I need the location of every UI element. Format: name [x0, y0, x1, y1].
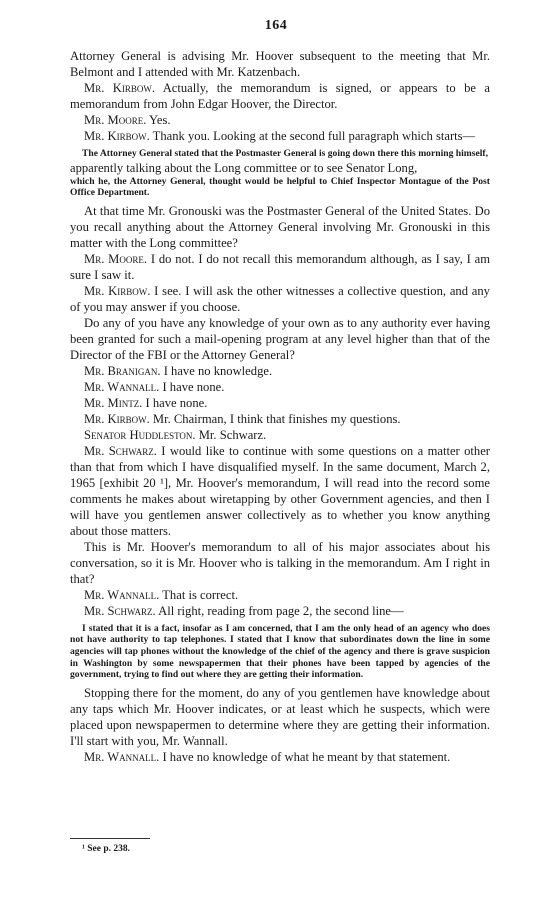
transcript-body: [70, 48, 490, 765]
paragraph: Mr. Wannall. I have no knowledge of what he meant by that statement.: [84, 749, 451, 764]
speaker-label: Mr. Branigan.: [84, 363, 161, 378]
quoted-passage: which he, the Attorney General, thought would be helpful to Chief Inspector Montague of the Post Office Department.: [70, 175, 490, 199]
paragraph: Mr. Moore. I do not. I do not recall this memorandum although, as I say, I am sure I saw it.: [70, 251, 491, 282]
speaker-label: Mr. Wannall.: [84, 749, 160, 764]
paragraph: Mr. Branigan. I have no knowledge.: [84, 363, 273, 378]
paragraph: Mr. Kirbow. Actually, the memorandum is signed, or appears to be a memorandum from John Edgar Hoover, the Director.: [70, 81, 490, 111]
speaker-label: Mr. Kirbow.: [84, 283, 151, 298]
paragraph: Mr. Kirbow. Mr. Chairman, I think that finishes my questions.: [84, 411, 401, 426]
paragraph: Mr. Wannall. I have none.: [84, 379, 225, 394]
speaker-label: Mr. Kirbow.: [84, 411, 150, 426]
speaker-label: Mr. Wannall.: [84, 379, 160, 394]
paragraph: Mr. Kirbow. I see. I will ask the other witnesses a collective question, and any of you may answer if you choose.: [70, 283, 490, 314]
page-number: 164: [264, 18, 288, 33]
paragraph: Mr. Schwarz. All right, reading from page 2, the second line—: [84, 603, 404, 618]
paragraph: Mr. Mintz. I have none.: [84, 395, 208, 410]
speaker-label: Mr. Moore.: [84, 113, 147, 127]
speaker-label: Mr. Schwarz.: [84, 603, 156, 618]
paragraph: Stopping there for the moment, do any of you gentlemen have knowledge about any taps which Mr. Hoover indicates, or at least which he suspects, which were placed upon newspapermen to determine where they are getting their information. I'll start with you, Mr. Wannall.: [70, 685, 490, 748]
paragraph: This is Mr. Hoover's memorandum to all of his major associates about his conversation, so it is Mr. Hoover who is talking in the memorandum. Am I right in that?: [70, 539, 490, 586]
speaker-label: Mr. Wannall.: [84, 587, 160, 602]
speaker-label: Senator Huddleston.: [84, 427, 196, 442]
footnote-divider: [70, 838, 150, 839]
paragraph: At that time Mr. Gronouski was the Postmaster General of the United States. Do you recall anything about the Attorney General involving Mr. Gronouski in this matter with the Long committee?: [70, 203, 490, 250]
paragraph: Mr. Kirbow. Thank you. Looking at the second full paragraph which starts—: [84, 129, 476, 143]
footnote: ¹ See p. 238.: [82, 844, 130, 854]
speaker-label: Mr. Kirbow.: [84, 129, 150, 143]
paragraph: Mr. Moore. Yes.: [84, 113, 171, 127]
speaker-label: Mr. Kirbow.: [84, 81, 155, 95]
quoted-passage: I stated that it is a fact, insofar as I am concerned, that I am the only head of an agency who does not have authority to tap telephones. I stated that I know that subordinates down the line in some agencies will tap phones without the knowledge of the chief of the agency and there is grave suspicion in Washington by some newspapermen that their phones have been tapped by agencies of the government, trying to find out where they are getting their information.: [70, 622, 490, 681]
paragraph: Attorney General is advising Mr. Hoover subsequent to the meeting that Mr. Belmont and I attended with Mr. Katzenbach.: [70, 49, 490, 79]
quoted-passage: The Attorney General stated that the Postmaster General is going down there this morning himself,: [82, 148, 489, 159]
speaker-label: Mr. Schwarz.: [84, 443, 157, 458]
paragraph: apparently talking about the Long committee or to see Senator Long,: [70, 160, 418, 175]
speaker-label: Mr. Mintz.: [84, 395, 143, 410]
speaker-label: Mr. Moore.: [84, 251, 148, 266]
paragraph: Mr. Schwarz. I would like to continue with some questions on a matter other than that from which I have disqualified myself. In the same document, March 2, 1965 [exhibit 20 ¹], Mr. Hoover's memorandum, I will read into the record some comments he makes about wiretapping by other Government agencies, and then I will have you gentlemen answer collectively as to whether you know anything about those matters.: [70, 443, 490, 538]
paragraph: Do any of you have any knowledge of your own as to any authority ever having been granted for such a mail-opening program at any level higher than that of the Director of the FBI or the Attorney General?: [70, 315, 490, 362]
paragraph: Mr. Wannall. That is correct.: [84, 587, 239, 602]
paragraph: Senator Huddleston. Mr. Schwarz.: [84, 427, 267, 442]
